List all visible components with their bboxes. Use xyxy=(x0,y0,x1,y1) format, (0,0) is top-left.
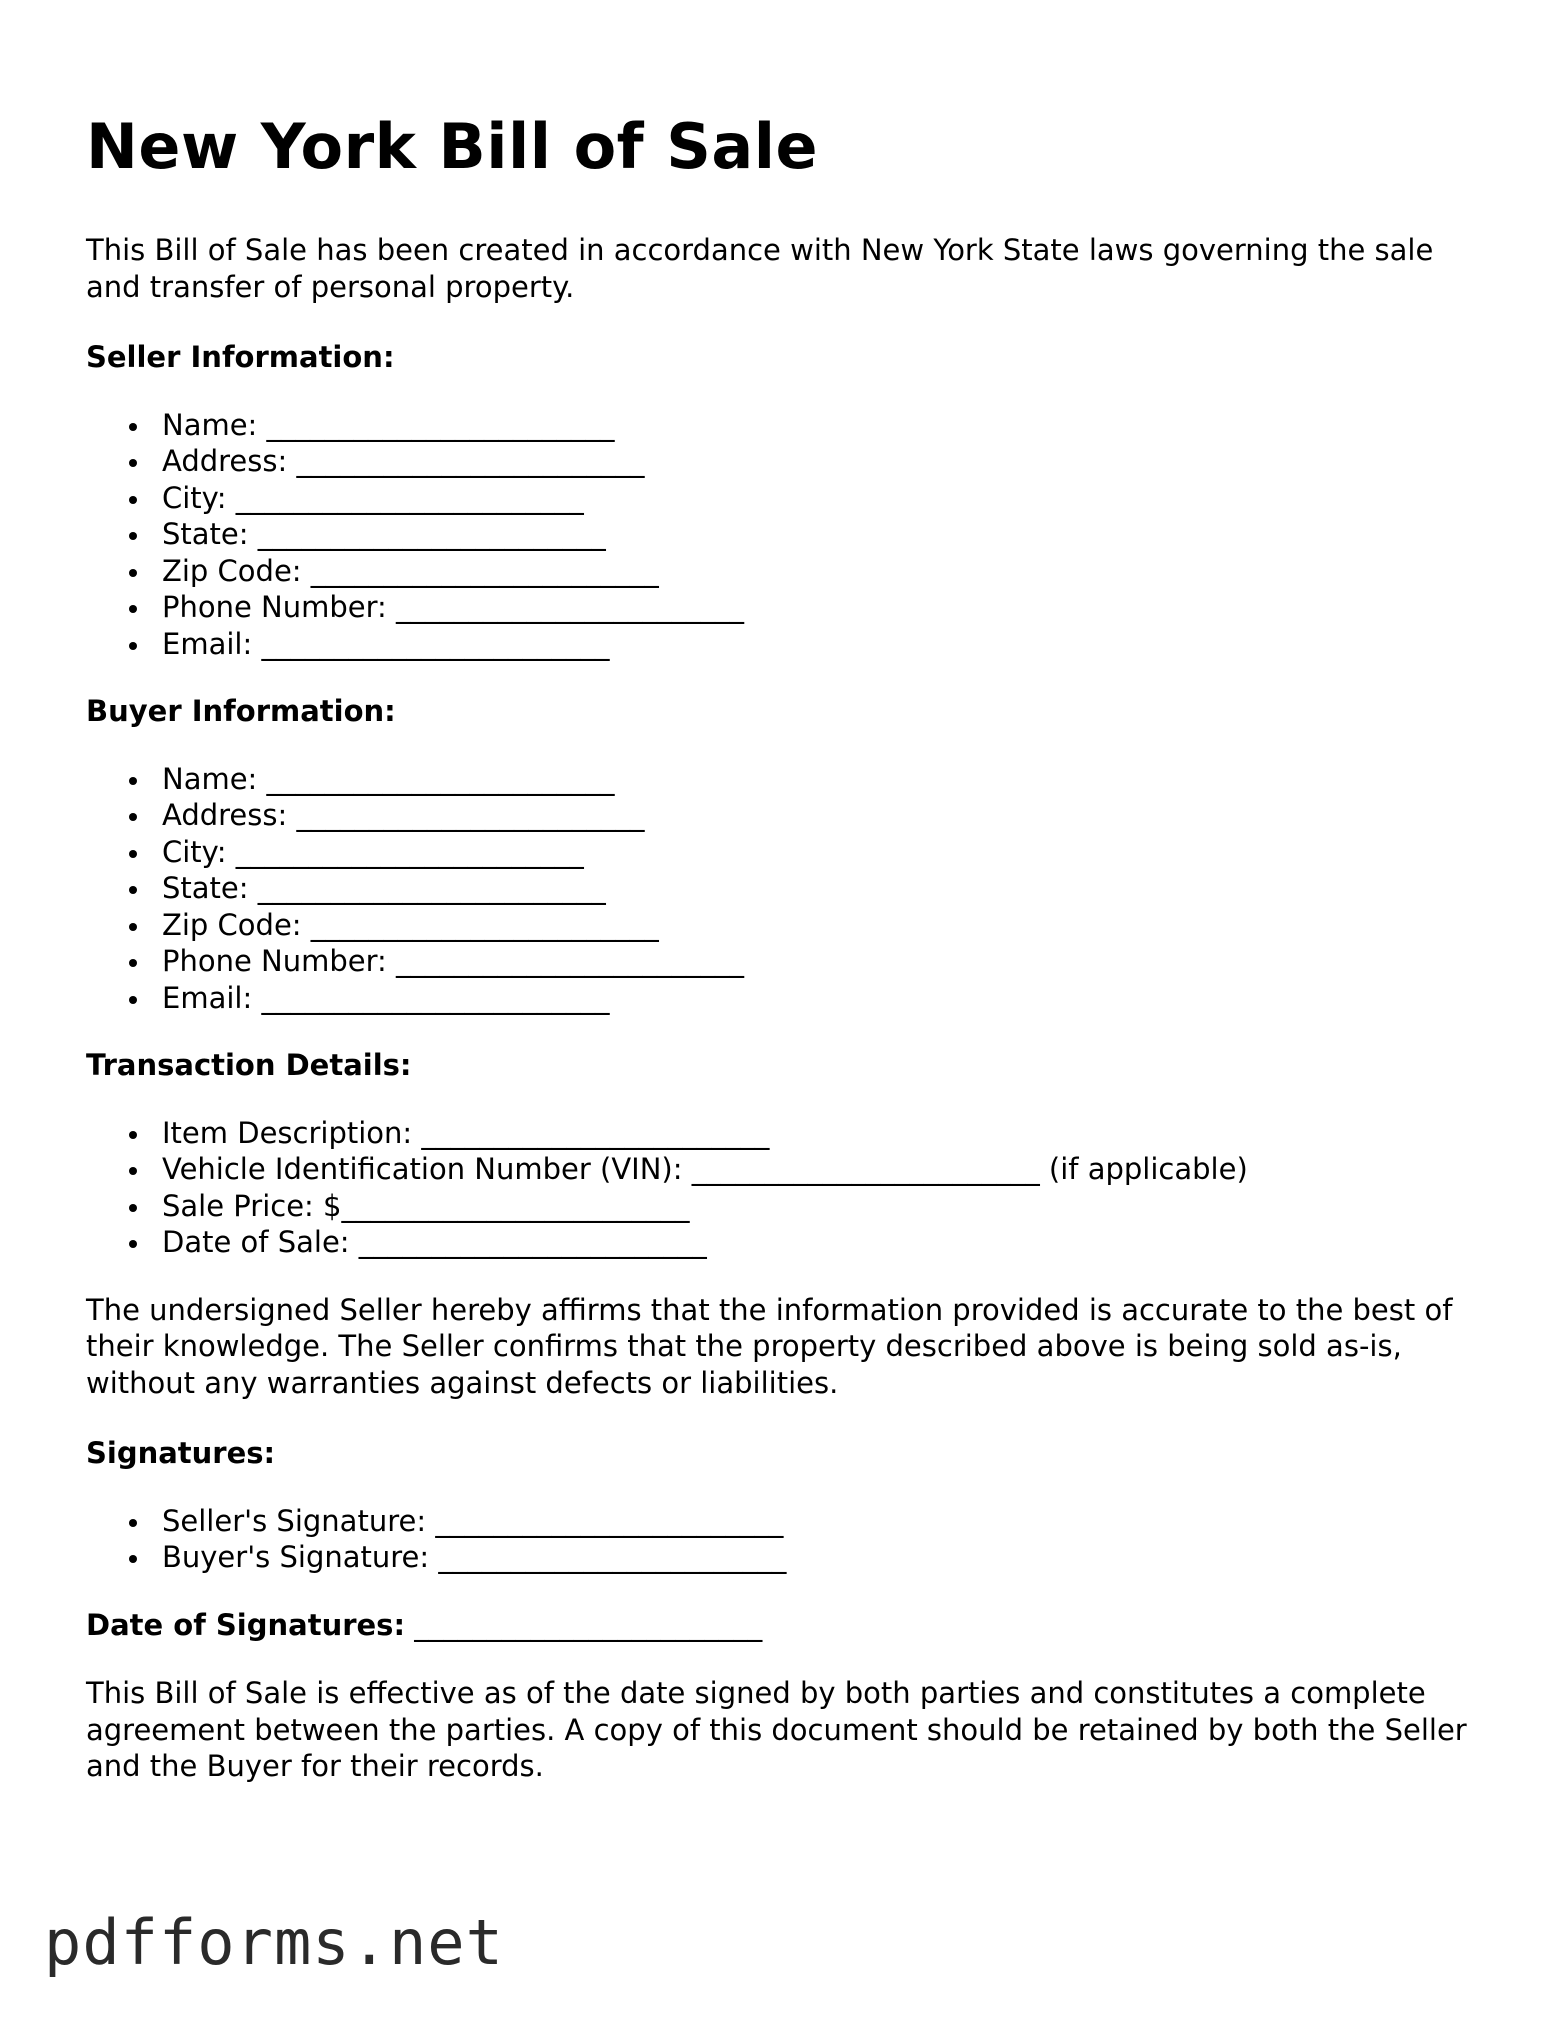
buyer-state-field: State: ________________________ xyxy=(162,870,1486,907)
buyer-section-heading: Buyer Information: xyxy=(86,694,396,728)
buyer-phone-field: Phone Number: ________________________ xyxy=(162,943,1486,980)
seller-signature-field: Seller's Signature: ________________________ xyxy=(162,1503,1486,1540)
document-page xyxy=(86,106,1486,1819)
seller-state-field: State: ________________________ xyxy=(162,516,1486,553)
seller-name-field: Name: ________________________ xyxy=(162,407,1486,444)
date-of-signatures-label: Date of Signatures: xyxy=(86,1607,406,1642)
transaction-section-heading: Transaction Details: xyxy=(86,1048,412,1082)
intro-paragraph: This Bill of Sale has been created in accordance with New York State laws governing the sale and transfer of personal property. xyxy=(86,233,1434,304)
seller-email-field: Email: ________________________ xyxy=(162,626,1486,663)
transaction-field-list xyxy=(86,1115,1486,1261)
date-of-sale-field: Date of Sale: ________________________ xyxy=(162,1224,1486,1261)
sale-price-field: Sale Price: $________________________ xyxy=(162,1188,1486,1225)
vin-field: Vehicle Identification Number (VIN): ________________________ (if applicable) xyxy=(162,1151,1486,1188)
site-watermark: pdfforms.net xyxy=(44,1906,504,1979)
seller-city-field: City: ________________________ xyxy=(162,480,1486,517)
date-of-signatures-line xyxy=(86,1607,1486,1644)
date-of-signatures-blank: ________________________ xyxy=(405,1607,763,1642)
buyer-address-field: Address: ________________________ xyxy=(162,797,1486,834)
seller-address-field: Address: ________________________ xyxy=(162,443,1486,480)
buyer-name-field: Name: ________________________ xyxy=(162,761,1486,798)
signatures-section-heading: Signatures: xyxy=(86,1436,276,1470)
seller-field-list xyxy=(86,407,1486,663)
buyer-zip-field: Zip Code: ________________________ xyxy=(162,907,1486,944)
buyer-email-field: Email: ________________________ xyxy=(162,980,1486,1017)
signatures-field-list xyxy=(86,1503,1486,1576)
document-title: New York Bill of Sale xyxy=(86,110,819,183)
seller-phone-field: Phone Number: ________________________ xyxy=(162,589,1486,626)
buyer-signature-field: Buyer's Signature: ________________________ xyxy=(162,1539,1486,1576)
seller-zip-field: Zip Code: ________________________ xyxy=(162,553,1486,590)
item-description-field: Item Description: ________________________ xyxy=(162,1115,1486,1152)
buyer-city-field: City: ________________________ xyxy=(162,834,1486,871)
closing-paragraph: This Bill of Sale is effective as of the date signed by both parties and constitutes a complete agreement between the parties. A copy of this document should be retained by both the Seller and the Buyer for their records. xyxy=(86,1676,1467,1783)
buyer-field-list xyxy=(86,761,1486,1017)
seller-section-heading: Seller Information: xyxy=(86,340,395,374)
affirmation-paragraph: The undersigned Seller hereby affirms that the information provided is accurate to the best of their knowledge. The Seller confirms that the property described above is being sold as-is, without any warranties against defects or liabilities. xyxy=(86,1292,1453,1400)
